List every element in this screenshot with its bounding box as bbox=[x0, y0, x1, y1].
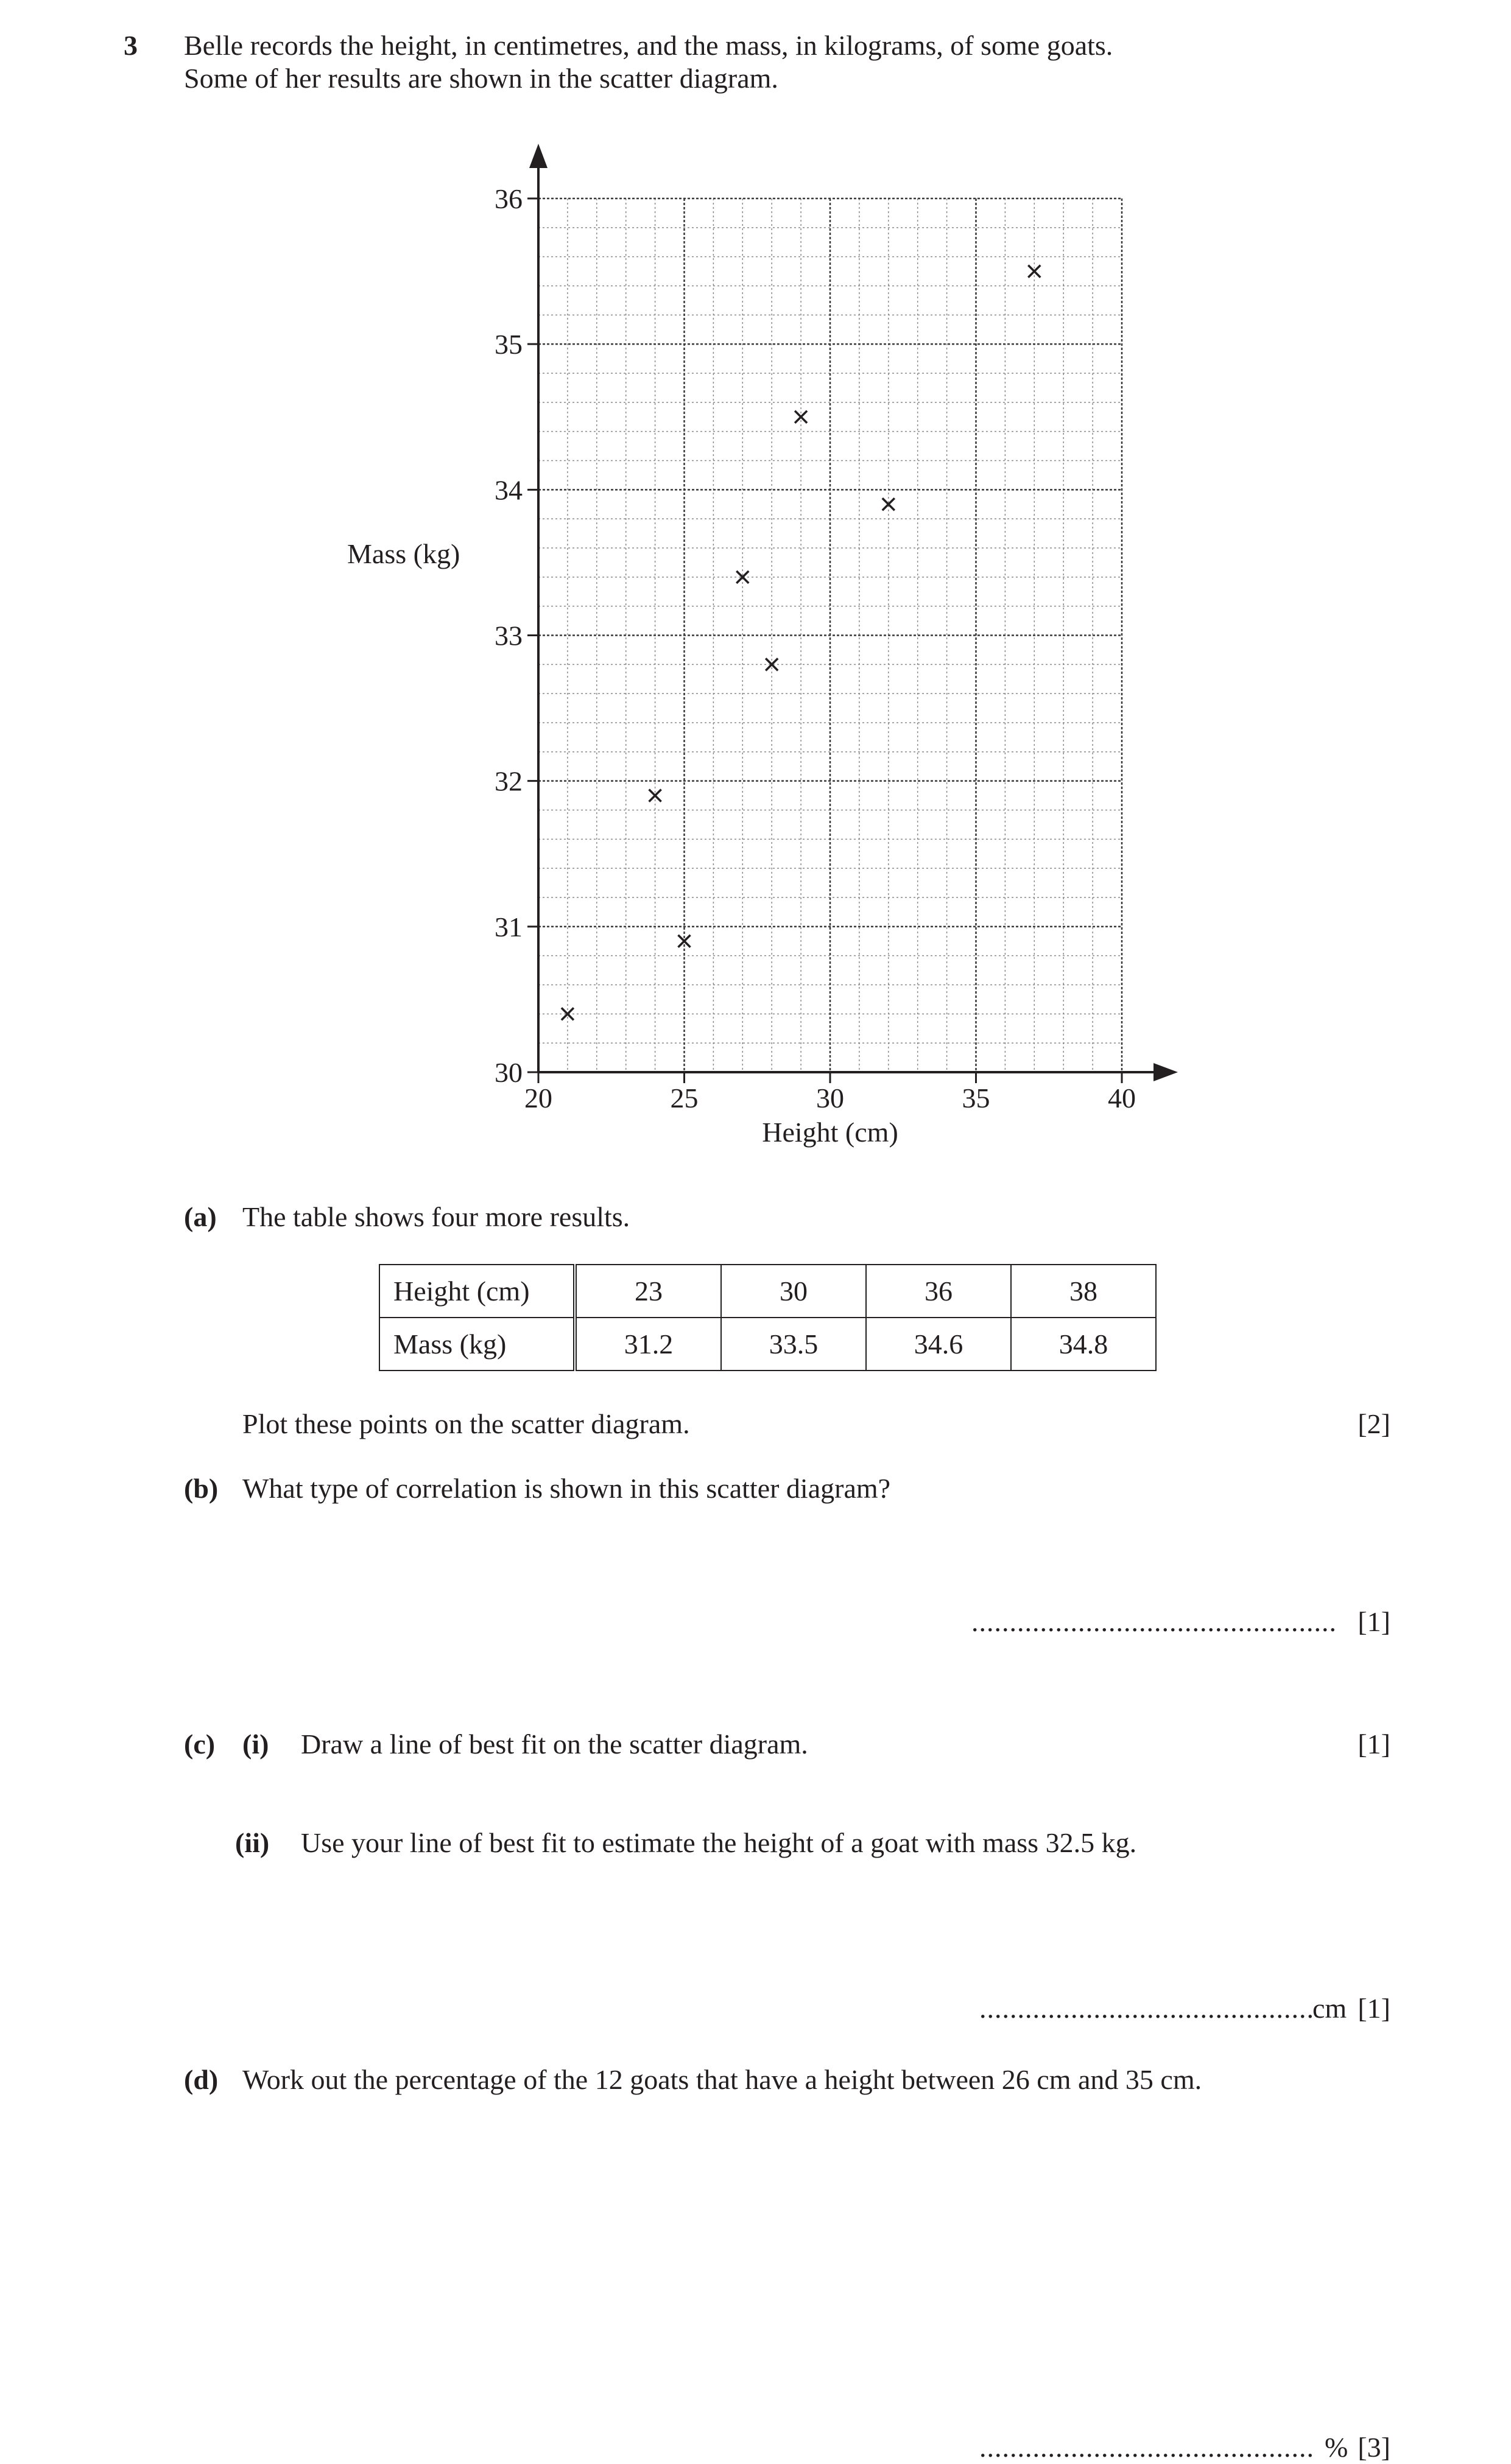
y-tick-label: 30 bbox=[495, 1057, 523, 1088]
part-c-unit: cm bbox=[1312, 1993, 1347, 2024]
table-cell: 30 bbox=[721, 1265, 866, 1318]
part-c-i-label: (i) bbox=[242, 1729, 269, 1760]
part-c-label: (c) bbox=[184, 1729, 216, 1760]
table-cell: 34.8 bbox=[1011, 1318, 1156, 1371]
y-axis-arrow bbox=[529, 144, 548, 168]
part-c-answer-line[interactable]: ............................................ bbox=[979, 1993, 1314, 2024]
part-a-text: The table shows four more results. bbox=[242, 1201, 630, 1232]
part-a-instruction: Plot these points on the scatter diagram. bbox=[242, 1408, 690, 1439]
data-point bbox=[882, 498, 895, 510]
part-b-answer-line[interactable]: ................................................ bbox=[971, 1606, 1337, 1637]
y-tick-label: 36 bbox=[495, 183, 523, 214]
x-axis-label: Height (cm) bbox=[762, 1117, 898, 1148]
table-cell: 31.2 bbox=[575, 1318, 721, 1371]
x-tick-label: 35 bbox=[962, 1083, 990, 1114]
x-axis-arrow bbox=[1154, 1063, 1178, 1081]
y-tick-label: 32 bbox=[495, 765, 523, 797]
question-number: 3 bbox=[124, 30, 138, 61]
axis-tick-labels bbox=[495, 183, 1136, 1114]
part-d-answer-line[interactable]: ............................................ bbox=[979, 2432, 1314, 2463]
part-c-i-marks: [1] bbox=[1358, 1729, 1390, 1760]
part-b-text: What type of correlation is shown in this scatter diagram? bbox=[242, 1473, 891, 1504]
additional-results-table bbox=[379, 1264, 1157, 1371]
table-row-mass bbox=[379, 1318, 1156, 1371]
chart-axes bbox=[529, 144, 1178, 1081]
table-row-height bbox=[379, 1265, 1156, 1318]
row-header-mass: Mass (kg) bbox=[379, 1318, 575, 1371]
part-d-text: Work out the percentage of the 12 goats that have a height between 26 cm and 35 cm. bbox=[242, 2064, 1202, 2095]
question-intro-line-2: Some of her results are shown in the scatter diagram. bbox=[184, 63, 778, 94]
x-tick-label: 25 bbox=[670, 1083, 699, 1114]
y-tick-label: 34 bbox=[495, 474, 523, 506]
x-tick-label: 20 bbox=[524, 1083, 552, 1114]
table-cell: 23 bbox=[575, 1265, 721, 1318]
table-cell: 38 bbox=[1011, 1265, 1156, 1318]
x-tick-label: 30 bbox=[816, 1083, 844, 1114]
data-point bbox=[736, 571, 748, 583]
y-tick-label: 35 bbox=[495, 329, 523, 360]
part-b-marks: [1] bbox=[1358, 1606, 1390, 1637]
part-b-label: (b) bbox=[184, 1473, 219, 1504]
table-cell: 36 bbox=[866, 1265, 1011, 1318]
row-header-height: Height (cm) bbox=[379, 1265, 575, 1318]
y-tick-label: 31 bbox=[495, 911, 523, 942]
question-intro-line-1: Belle records the height, in centimetres, and the mass, in kilograms, of some goats. bbox=[184, 30, 1113, 61]
x-tick-label: 40 bbox=[1108, 1083, 1136, 1114]
table-cell: 33.5 bbox=[721, 1318, 866, 1371]
part-d-unit: % bbox=[1325, 2432, 1348, 2463]
part-d-label: (d) bbox=[184, 2064, 219, 2095]
part-d-marks: [3] bbox=[1358, 2432, 1390, 2463]
axis-ticks bbox=[527, 198, 1122, 1083]
part-a-marks: [2] bbox=[1358, 1408, 1390, 1439]
scatter-diagram bbox=[0, 0, 1511, 1187]
part-c-ii-text: Use your line of best fit to estimate the height of a goat with mass 32.5 kg. bbox=[301, 1827, 1137, 1858]
y-tick-label: 33 bbox=[495, 620, 523, 651]
part-c-ii-label: (ii) bbox=[235, 1827, 270, 1858]
part-c-ii-marks: [1] bbox=[1358, 1993, 1390, 2024]
part-c-i-text: Draw a line of best fit on the scatter diagram. bbox=[301, 1729, 808, 1760]
table-cell: 34.6 bbox=[866, 1318, 1011, 1371]
y-axis-label: Mass (kg) bbox=[347, 538, 460, 569]
part-a-label: (a) bbox=[184, 1201, 217, 1232]
